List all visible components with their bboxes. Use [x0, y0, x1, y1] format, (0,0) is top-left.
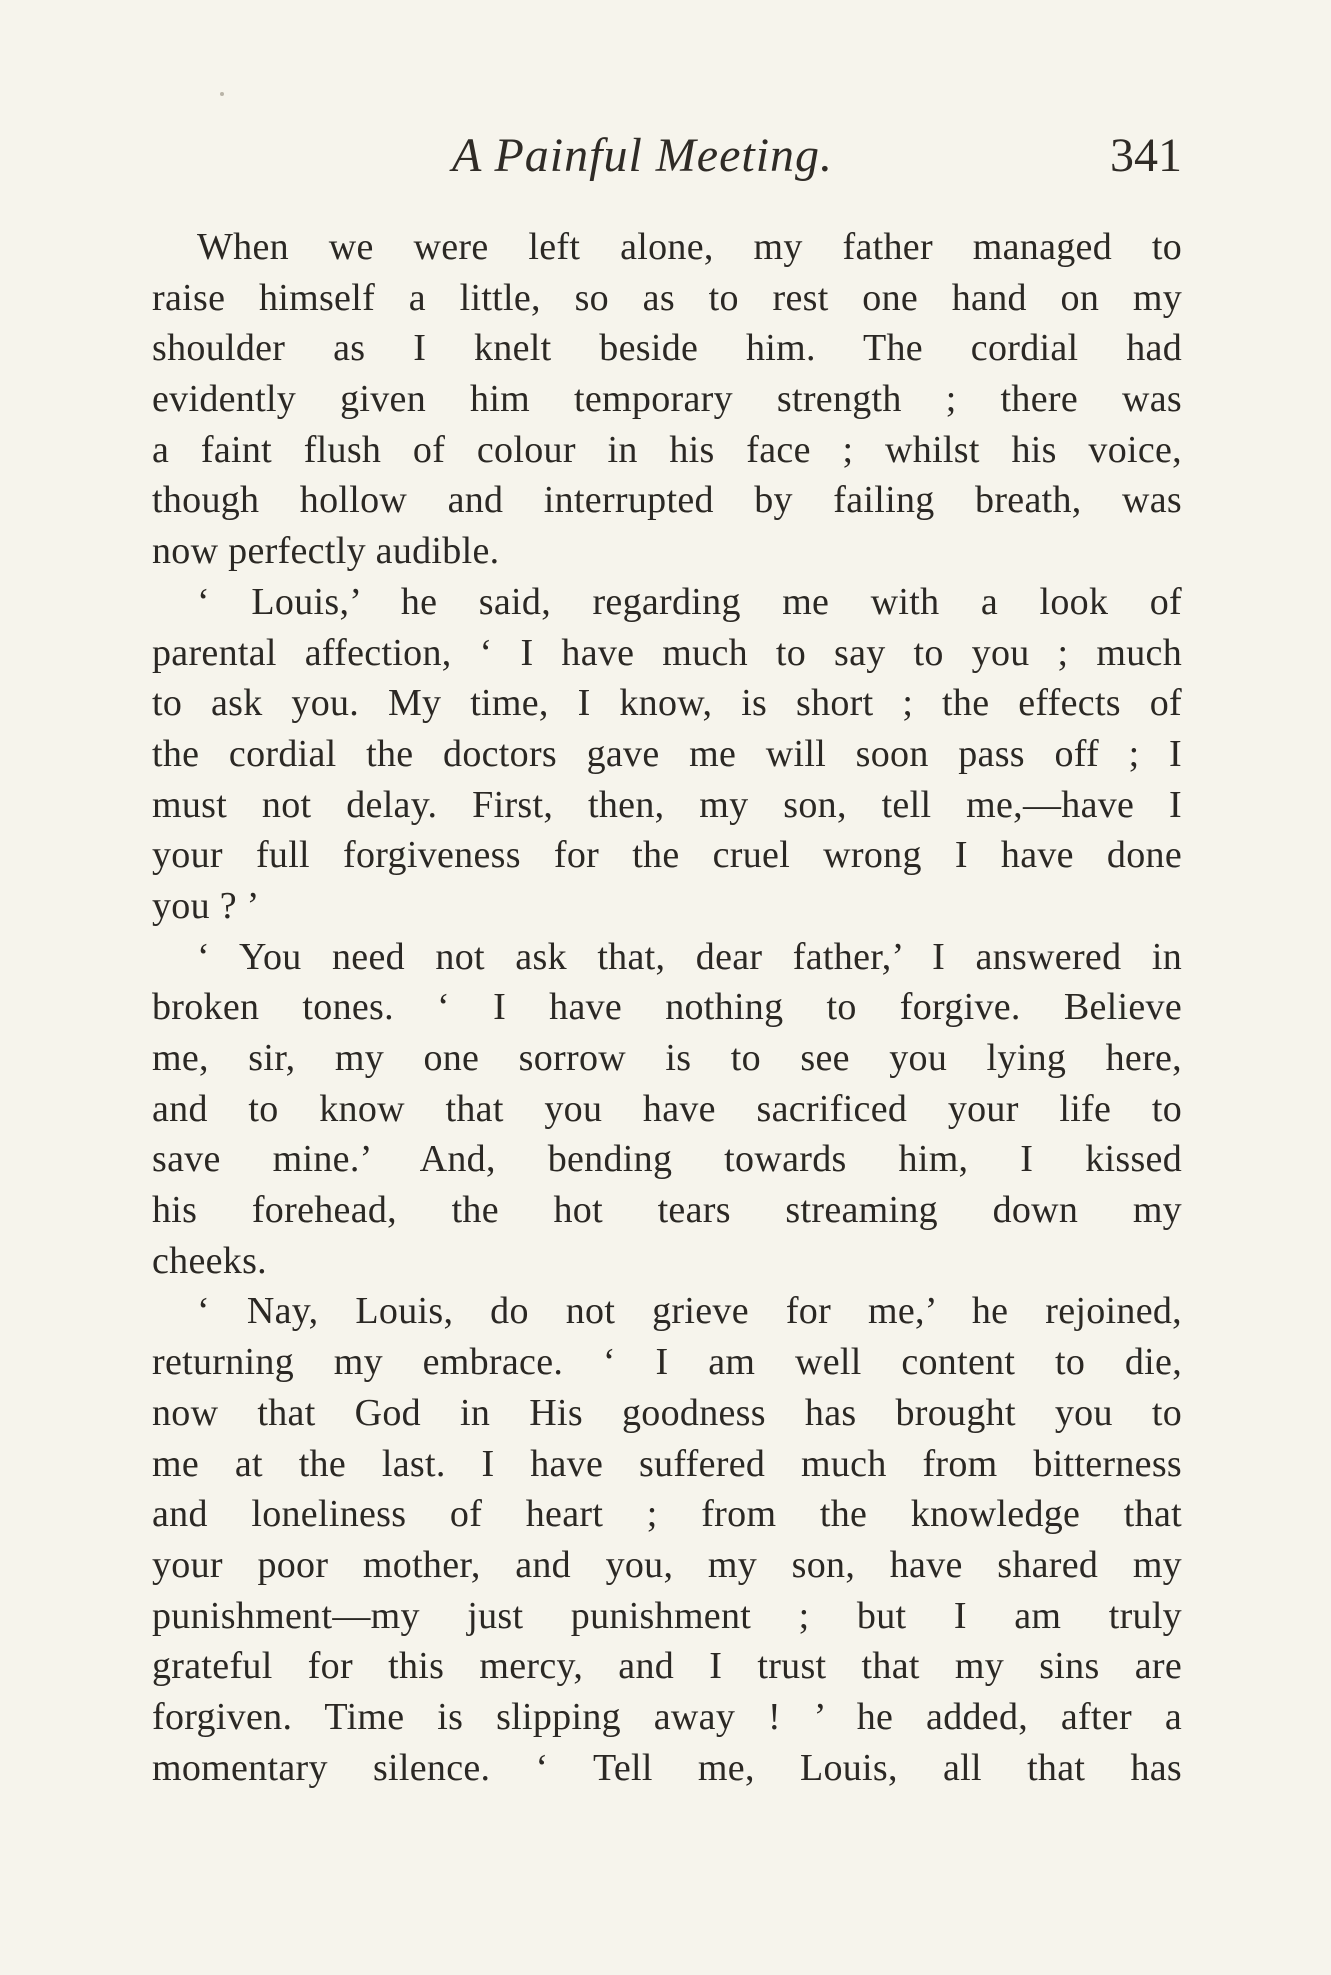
text-line: your full forgiveness for the cruel wrong I have done — [152, 834, 1182, 877]
text-line: ‘ Louis,’ he said, regarding me with a look of — [197, 580, 1182, 623]
page-number: 341 — [1110, 129, 1182, 182]
text-line: ‘ Nay, Louis, do not grieve for me,’ he rejoined, — [197, 1290, 1182, 1333]
text-line: now that God in His goodness has brought you to — [152, 1391, 1182, 1434]
text-line: evidently given him temporary strength ; there was — [152, 378, 1182, 421]
text-line: parental affection, ‘ I have much to say to you ; much — [152, 631, 1182, 674]
text-line: forgiven. Time is slipping away ! ’ he added, after a — [152, 1695, 1182, 1738]
text-line: your poor mother, and you, my son, have shared my — [152, 1543, 1182, 1586]
text-line: to ask you. My time, I know, is short ; the effects of — [152, 682, 1182, 725]
text-line: When we were left alone, my father managed to — [197, 226, 1182, 268]
text-line: cheeks. — [152, 1239, 267, 1282]
text-line: and to know that you have sacrificed your life to — [152, 1087, 1182, 1130]
text-line: ‘ You need not ask that, dear father,’ I answered in — [197, 935, 1182, 978]
text-line: punishment—my just punishment ; but I am truly — [152, 1594, 1182, 1637]
page-speck — [220, 92, 224, 96]
text-line: and loneliness of heart ; from the knowledge that — [152, 1493, 1182, 1536]
text-line: broken tones. ‘ I have nothing to forgive. Believe — [152, 986, 1182, 1029]
text-line: me at the last. I have suffered much from bitterness — [152, 1442, 1182, 1485]
text-line: raise himself a little, so as to rest one hand on my — [152, 276, 1182, 319]
text-line: me, sir, my one sorrow is to see you lying here, — [152, 1037, 1182, 1079]
text-line: momentary silence. ‘ Tell me, Louis, all that has — [152, 1746, 1182, 1789]
text-line: save mine.’ And, bending towards him, I kissed — [152, 1138, 1182, 1181]
text-line: now perfectly audible. — [152, 530, 500, 573]
text-line: shoulder as I knelt beside him. The cordial had — [152, 327, 1182, 370]
page-header — [152, 120, 1182, 190]
running-title: A Painful Meeting. — [452, 129, 834, 182]
text-line: you ? ’ — [152, 884, 260, 927]
text-line: a faint flush of colour in his face ; whilst his voice, — [152, 428, 1182, 471]
text-line: though hollow and interrupted by failing breath, was — [152, 479, 1182, 522]
text-line: returning my embrace. ‘ I am well content to die, — [152, 1341, 1182, 1384]
text-line: the cordial the doctors gave me will soon pass off ; I — [152, 732, 1182, 775]
body-text — [152, 222, 1182, 1793]
text-line: grateful for this mercy, and I trust that my sins are — [152, 1645, 1182, 1688]
text-line: his forehead, the hot tears streaming down my — [152, 1189, 1182, 1232]
text-line: must not delay. First, then, my son, tell me,—have I — [152, 783, 1182, 826]
